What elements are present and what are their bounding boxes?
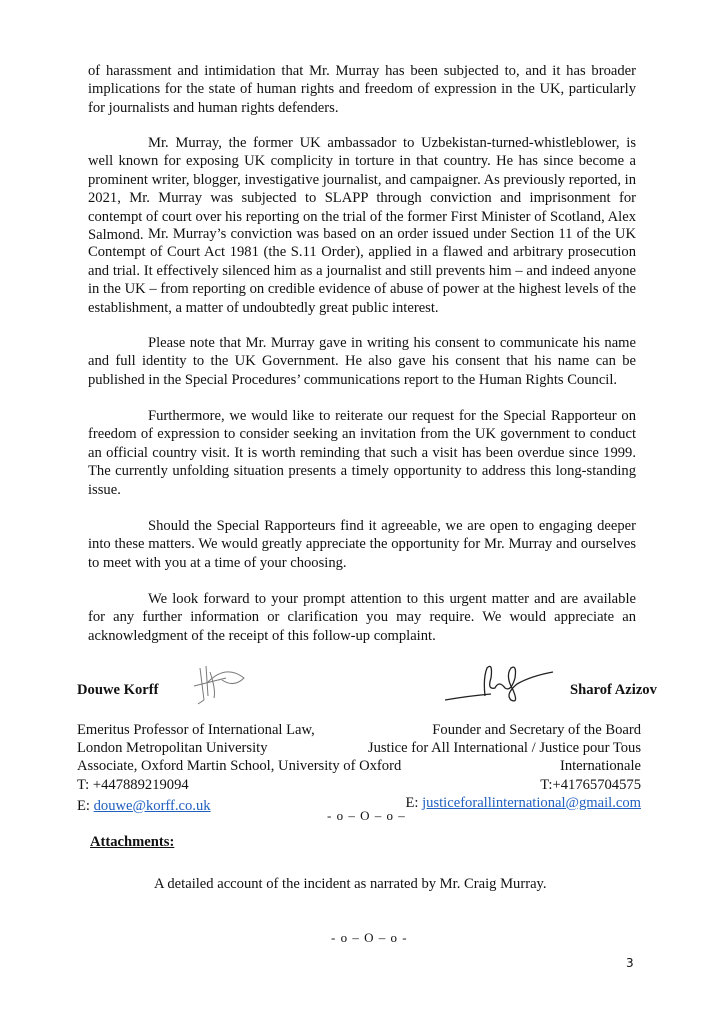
paragraph-3: Mr. Murray’s conviction was based on an order issued under Section 11 of the UK Contempt of Court Act 1981 (the S.11 Order), applied in a flawed and arbitrary prosecution and trial. It effectively silenced him as a journalist and still prevents him – and indeed anyone in the UK – from reporting on credible evidence of abuse of power at the highest levels of the establishment, a matter of undoubtedly great public interest. — [88, 226, 636, 316]
attachment-item: A detailed account of the incident as narrated by Mr. Craig Murray. — [154, 876, 547, 892]
end-divider: - o – O – o - — [331, 930, 408, 945]
paragraph-5: Furthermore, we would like to reiterate our request for the Special Rapporteur on freedom of expression to consider seeking an invitation from the UK government to conduct an official country visit. It is worth reminding that such a visit has been overdue since 1999. The currently unfolding situation presents a timely opportunity to address this long-standing issue. — [88, 408, 636, 498]
signatory-left-line: London Metropolitan University — [77, 740, 268, 757]
signatory-left-line: Associate, Oxford Martin School, University of Oxford — [77, 758, 402, 775]
signatory-left-line: Emeritus Professor of International Law, — [77, 722, 315, 738]
paragraph-2: Mr. Murray, the former UK ambassador to Uzbekistan-turned-whistleblower, is well known for exposing UK complicity in torture in that country. He has since become a prominent writer, blogger, investigative journalist, and campaigner. As previously reported, in 2021, Mr. Murray was subjected to SLAPP through conviction and imprisonment for contempt of court over his reporting on the trial of the former First Minister of Scotland, Alex Salmond. — [88, 135, 636, 244]
paragraph-6: Should the Special Rapporteurs find it agreeable, we are open to engaging deeper into these matters. We would greatly appreciate the opportunity for Mr. Murray and ourselves to meet with you at a time of your choosing. — [88, 518, 636, 571]
email-link-justice[interactable]: justiceforallinternational@gmail.com — [422, 794, 641, 811]
paragraph-4: Please note that Mr. Murray gave in writing his consent to communicate his name and full identity to the UK Government. He also gave his consent that his name can be published in the Special Procedures’ communications report to the Human Rights Council. — [88, 335, 636, 388]
signature-left-icon — [186, 660, 256, 705]
email-prefix: E: — [405, 794, 423, 811]
signatory-right-line: Internationale — [559, 758, 641, 775]
signatory-right-line: Founder and Secretary of the Board — [432, 722, 641, 738]
signatory-right-name: Sharof Azizov — [570, 682, 657, 698]
attachments-heading: Attachments: — [90, 834, 175, 850]
signatory-right-email-line — [368, 794, 641, 812]
signature-right-icon — [443, 658, 555, 708]
signatory-left-details — [77, 721, 401, 815]
signatory-right-details — [368, 721, 641, 812]
email-link-douwe[interactable]: douwe@korff.co.uk — [93, 797, 211, 814]
section-divider: - o – O – o – — [327, 808, 406, 823]
signatory-right-line: Justice for All International / Justice pour Tous — [367, 740, 641, 757]
email-prefix: E: — [77, 797, 94, 814]
signatory-right-line: T:+41765704575 — [540, 776, 641, 793]
paragraph-7: We look forward to your prompt attention to this urgent matter and are available for any further information or clarification you may require. We would appreciate an acknowledgment of the receipt of this follow-up complaint. — [88, 591, 636, 644]
paragraph-1: of harassment and intimidation that Mr. Murray has been subjected to, and it has broader implications for the state of human rights and freedom of expression in the UK, particularly for journalists and human rights defenders. — [88, 63, 636, 116]
signatory-left-line: T: +447889219094 — [77, 776, 189, 793]
page-number: 3 — [626, 956, 634, 970]
signatory-left-name: Douwe Korff — [77, 682, 159, 698]
